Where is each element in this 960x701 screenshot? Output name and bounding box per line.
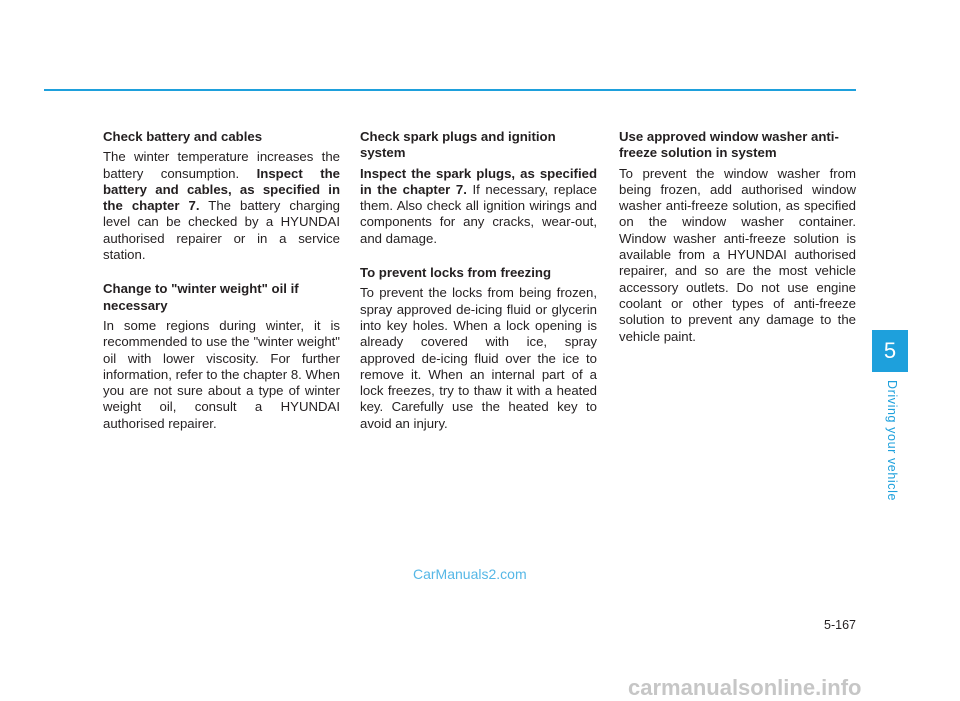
page-number: 5-167 — [824, 618, 856, 632]
spark-text-rest: If necessary, replace them. Also check all ignition wirings and components for any cracks, wear-out, and damage. — [360, 181, 597, 246]
battery-text-rest: The battery charging level can be checked by a HYUNDAI authorised repairer or in a service station. — [103, 198, 340, 263]
paragraph-washer-antifreeze: To prevent the window washer from being frozen, add authorised window washer anti-freeze solution, as specified on the window washer container. Window washer anti-freeze solution is available from a HYUNDAI authorised repairer, and so are the most vehicle accessory outlets. Do not use engine coolant or other types of anti-freeze solution to prevent any damage to the vehicle paint. — [619, 165, 856, 344]
heading-spark-plugs: Check spark plugs and ignition system — [360, 129, 556, 161]
heading-check-battery: Check battery and cables — [103, 129, 263, 144]
watermark-carmanualsonline[interactable]: carmanualsonline.info — [628, 675, 862, 700]
battery-text-intro: The winter temperature increases the battery consumption. — [103, 149, 340, 181]
header-rule — [44, 89, 856, 91]
heading-winter-oil: Change to "winter weight" oil if necessary — [103, 281, 299, 313]
paragraph-winter-oil: In some regions during winter, it is recommended to use the "winter weight" oil with lower viscosity. For further information, refer to the chapter 8. When you are not sure about a type of winter weight oil, consult a HYUNDAI authorised repairer. — [103, 317, 340, 431]
watermark-carmanuals2[interactable]: CarManuals2.com — [413, 566, 527, 582]
battery-text-bold: Inspect the battery and cables, as specified in the chapter 7. — [103, 165, 340, 214]
paragraph-battery — [103, 149, 340, 263]
column-2 — [360, 129, 597, 432]
paragraph-locks-freezing: To prevent the locks from being frozen, spray approved de-icing fluid or glycerin into key holes. When a lock opening is already covered with ice, spray approved de-icing fluid over the ice to remove it. When an internal part of a lock freezes, try to thaw it with a heated key. Carefully use the heated key to avoid an injury. — [360, 285, 597, 431]
column-3 — [619, 129, 856, 345]
paragraph-spark-plugs — [360, 166, 597, 247]
column-1 — [103, 129, 340, 432]
heading-locks-freezing: To prevent locks from freezing — [360, 265, 552, 281]
heading-washer-antifreeze: Use approved window washer anti-freeze solution in system — [619, 129, 839, 161]
chapter-tab: 5 — [872, 330, 908, 372]
chapter-title-vertical: Driving your vehicle — [885, 380, 899, 502]
spark-text-bold: Inspect the spark plugs, as specified in the chapter 7. — [360, 165, 597, 197]
